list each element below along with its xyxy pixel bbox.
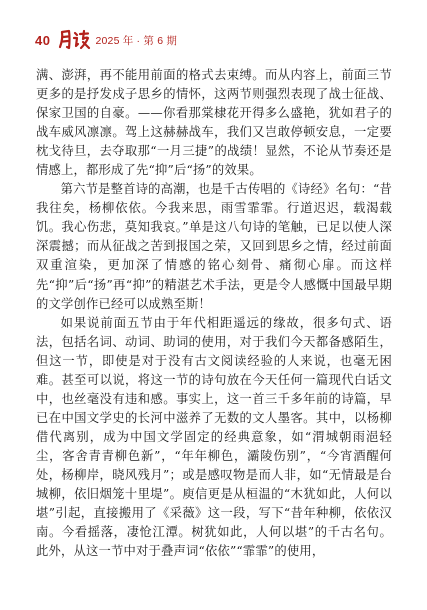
paragraph: 如果说前面五节由于年代相距遥远的缘故，很多句式、语法，包括名词、动词、助词的使用，对于我们今天都备感陌生，但这一节，即使是对于没有古文阅读经验的人来说，也毫无困难。甚至可以说，将这一节的诗句放在今天任何一篇现代白话文中，也丝毫没有违和感。事实上，这一首三千多年前的诗篇，早已在中国文学史的长河中滋养了无数的文人墨客。其中，以杨柳借代离别，成为中国文学固定的经典意象，如“渭城朝雨浥轻尘，客舍青青柳色新”，“年年柳色，灞陵伤别”，“今宵酒醒何处，杨柳岸，晓风残月”；或是感叹物是而人非，如“无情最是台城柳，依旧烟笼十里堤”。庾信更是从桓温的“木犹如此，人何以堪”引起，直接搬用了《采薇》这一段，写下“昔年种柳，依依汉南。今看摇落，凄怆江潭。树犹如此，人何以堪”的千古名句。此外，从这一节中对于叠声词“依依”“霏霏”的使用， [36,315,392,559]
paragraph: 满、澎湃，再不能用前面的格式去束缚。而从内容上，前面三节更多的是抒发戍子思乡的情怀，这两节则强烈表现了战士征战、保家卫国的自豪。——你看那棠棣花开得多么盛艳，犹如君子的战车威风凛凛。驾上这赫赫战车，我们又岂敢停顿安息，一定要枕戈待旦，去夺取那“一月三捷”的战绩！显然，不论从节奏还是情感上，都形成了先“抑”后“扬”的效果。 [36,68,392,178]
page-header [35,30,177,50]
journal-logo [57,29,91,51]
issue-label: 2025 年 · 第 6 期 [95,34,178,47]
paragraph: 第六节是整首诗的高潮，也是千古传唱的《诗经》名句：“昔我往矣，杨柳依依。今我来思，雨雪霏霏。行道迟迟，载渴载饥。我心伤悲，莫知我哀。”单是这八句诗的笔触，已足以使人深深震撼；而从征战之苦到报国之荣，又回到思乡之情，经过前面双重渲染，更加深了情感的铭心刻骨、痛彻心扉。而这样先“抑”后“扬”再“抑”的精湛艺术手法，更是令人感慨中国最早期的文学创作已经可以成熟至斯！ [36,182,393,311]
article-body [36,66,392,561]
page-number: 40 [35,32,51,48]
